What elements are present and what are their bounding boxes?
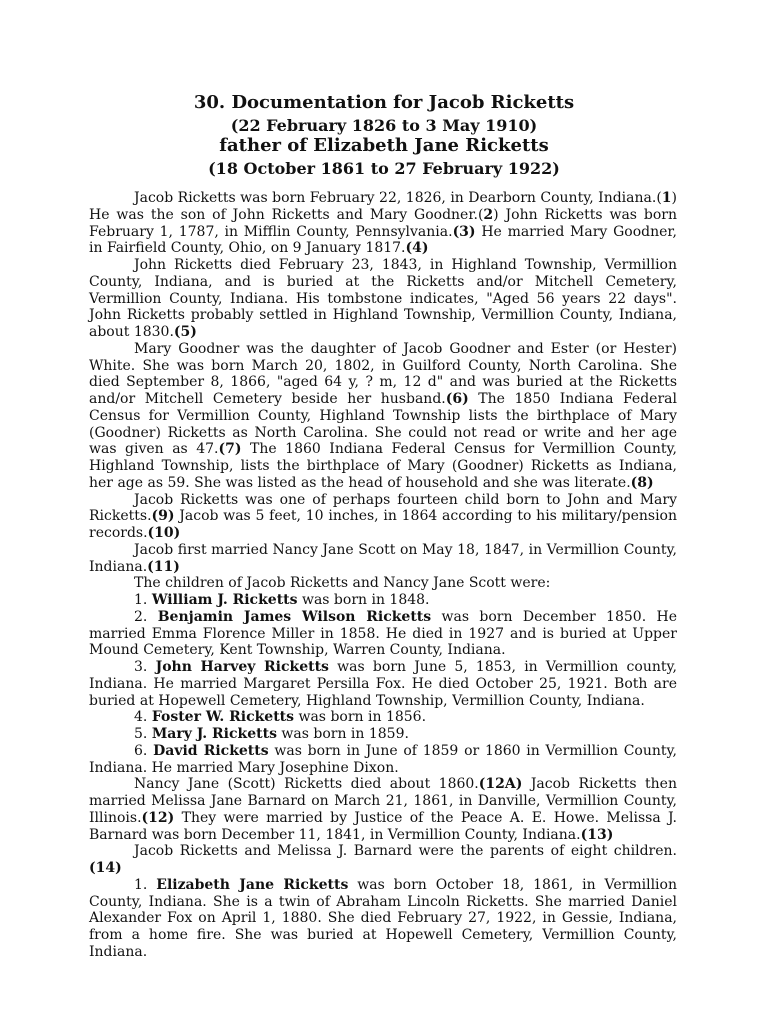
list-number: 2. bbox=[134, 608, 158, 625]
citation-ref: (3) bbox=[452, 223, 476, 240]
text-span: Jacob Ricketts was one of perhaps fourteen child born to John and Mary Ricketts. bbox=[89, 491, 677, 525]
text-span: The 1860 Indiana Federal Census for Vermillion County, Highland Township, lists the birthplace of Mary (Goodner) Ricketts as Indiana, her age as 59. She was listed as the head of household and she was literate. bbox=[89, 441, 677, 491]
list-item-daughter-1 bbox=[89, 877, 677, 961]
text-span: ) John Ricketts was born February 1, 1787, in Mifflin County, Pennsylvania. bbox=[89, 206, 677, 240]
list-item-child-4 bbox=[89, 709, 677, 726]
paragraph-jacob-birth bbox=[89, 190, 677, 257]
citation-ref: (14) bbox=[89, 860, 122, 876]
text-span: They were married by Justice of the Peace A. E. Howe. Melissa J. Barnard was born December 11, 1841, in Vermillion County, Indiana. bbox=[89, 809, 677, 843]
text-span: Jacob Ricketts and Melissa J. Barnard were the parents of eight children. bbox=[134, 843, 677, 860]
citation-ref: (13) bbox=[580, 826, 614, 843]
text-span: was born in 1856. bbox=[294, 709, 427, 726]
paragraph-mary-goodner bbox=[89, 341, 677, 492]
citation-ref: (10) bbox=[147, 525, 181, 541]
paragraph-children-intro bbox=[89, 575, 677, 592]
citation-ref: (12A) bbox=[478, 776, 523, 793]
list-number: 4. bbox=[134, 709, 152, 726]
child-name: Elizabeth Jane Ricketts bbox=[156, 876, 349, 893]
citation-ref: (8) bbox=[630, 474, 654, 491]
document-subtitle: father of Elizabeth Jane Ricketts bbox=[219, 135, 549, 156]
paragraph-first-marriage bbox=[89, 542, 677, 576]
child-name: Foster W. Ricketts bbox=[151, 709, 295, 726]
paragraph-eight-children bbox=[89, 843, 677, 877]
list-number: 1. bbox=[134, 876, 157, 893]
text-span: The 1850 Indiana Federal Census for Vermillion County, Highland Township lists the birthplace of Mary (Goodner) Ricketts as North Carolina. She could not read or write and her age was given as 47. bbox=[89, 391, 677, 458]
text-span: was born in 1859. bbox=[276, 726, 409, 742]
text-span: was born in 1848. bbox=[297, 592, 430, 608]
child-name: William J. Ricketts bbox=[151, 592, 298, 608]
citation-ref: 2 bbox=[483, 206, 494, 223]
text-span: Jacob was 5 feet, 10 inches, in 1864 according to his military/pension records. bbox=[89, 508, 677, 541]
document-title: 30. Documentation for Jacob Ricketts bbox=[193, 92, 575, 113]
child-name: Mary J. Ricketts bbox=[151, 726, 277, 742]
paragraph-siblings bbox=[89, 492, 677, 542]
list-item-child-3 bbox=[89, 659, 677, 709]
child-name: John Harvey Ricketts bbox=[155, 659, 329, 675]
text-span: was born in June of 1859 or 1860 in Vermillion County, Indiana. He married Mary Josephine Dixon. bbox=[89, 742, 678, 776]
list-number: 5. bbox=[134, 726, 152, 742]
text-span: Jacob first married Nancy Jane Scott on May 18, 1847, in Vermillion County, Indiana. bbox=[89, 541, 677, 575]
citation-ref: (5) bbox=[173, 324, 197, 340]
citation-ref: (7) bbox=[218, 441, 242, 458]
text-span: was born June 5, 1853, in Vermillion county, Indiana. He married Margaret Persilla Fox. He died October 25, 1921. Both are buried at Hopewell Cemetery, Highland Township, Vermillion County, Indiana. bbox=[89, 659, 677, 709]
text-span: John Ricketts died February 23, 1843, in Highland Township, Vermillion County, Indiana, and is buried at the Ricketts and/or Mitchell Cemetery, Vermillion County, Indiana. His tombstone indicates, "Aged 56 years 22 days". John Ricketts probably settled in Highland Township, Vermillion County, Indiana, about 1830. bbox=[89, 257, 677, 340]
list-number: 3. bbox=[134, 659, 156, 675]
text-span: The children of Jacob Ricketts and Nancy Jane Scott were: bbox=[134, 575, 551, 592]
list-item-child-5 bbox=[89, 726, 677, 743]
paragraph-second-marriage bbox=[89, 776, 677, 843]
text-span: ) He was the son of John Ricketts and Mary Goodner.( bbox=[89, 190, 677, 223]
text-span: Mary Goodner was the daughter of Jacob Goodner and Ester (or Hester) White. She was born March 20, 1802, in Guilford County, North Carolina. She died September 8, 1866, "aged 64 y, ? m, 12 d" and was buried at the Ricketts and/or Mitchell Cemetery beside her husband. bbox=[89, 340, 677, 407]
list-item-child-1 bbox=[89, 592, 677, 609]
child-name: David Ricketts bbox=[153, 742, 269, 759]
document-title-dates: (22 February 1826 to 3 May 1910) bbox=[230, 116, 538, 135]
child-name: Benjamin James Wilson Ricketts bbox=[157, 608, 432, 625]
citation-ref: 1 bbox=[661, 190, 672, 206]
citation-ref: (12) bbox=[141, 809, 175, 826]
citation-ref: (11) bbox=[147, 558, 180, 575]
paragraph-john-death bbox=[89, 257, 677, 341]
list-number: 1. bbox=[134, 592, 152, 608]
text-span: He married Mary Goodner, in Fairfield County, Ohio, on 9 January 1817. bbox=[89, 223, 677, 257]
list-number: 6. bbox=[134, 742, 154, 759]
text-span: Jacob Ricketts was born February 22, 1826, in Dearborn County, Indiana.( bbox=[134, 190, 662, 206]
text-span: was born October 18, 1861, in Vermillion County, Indiana. She is a twin of Abraham Lincoln Ricketts. She married Daniel Alexander Fox on April 1, 1880. She died February 27, 1922, in Gessie, Indiana, from a home fire. She was buried at Hopewell Cemetery, Vermillion County, Indiana. bbox=[89, 876, 677, 960]
text-span: was born December 1850. He married Emma Florence Miller in 1858. He died in 1927 and is buried at Upper Mound Cemetery, Kent Township, Warren County, Indiana. bbox=[89, 608, 677, 659]
citation-ref: (4) bbox=[405, 240, 429, 257]
text-span: Nancy Jane (Scott) Ricketts died about 1860. bbox=[134, 776, 479, 793]
citation-ref: (9) bbox=[151, 508, 175, 525]
text-span: Jacob Ricketts then married Melissa Jane Barnard on March 21, 1861, in Danville, Vermillion County, Illinois. bbox=[89, 776, 677, 826]
document-subtitle-dates: (18 October 1861 to 27 February 1922) bbox=[208, 159, 560, 178]
citation-ref: (6) bbox=[445, 391, 469, 407]
list-item-child-2 bbox=[89, 609, 677, 659]
list-item-child-6 bbox=[89, 743, 677, 777]
document-body bbox=[89, 190, 677, 961]
